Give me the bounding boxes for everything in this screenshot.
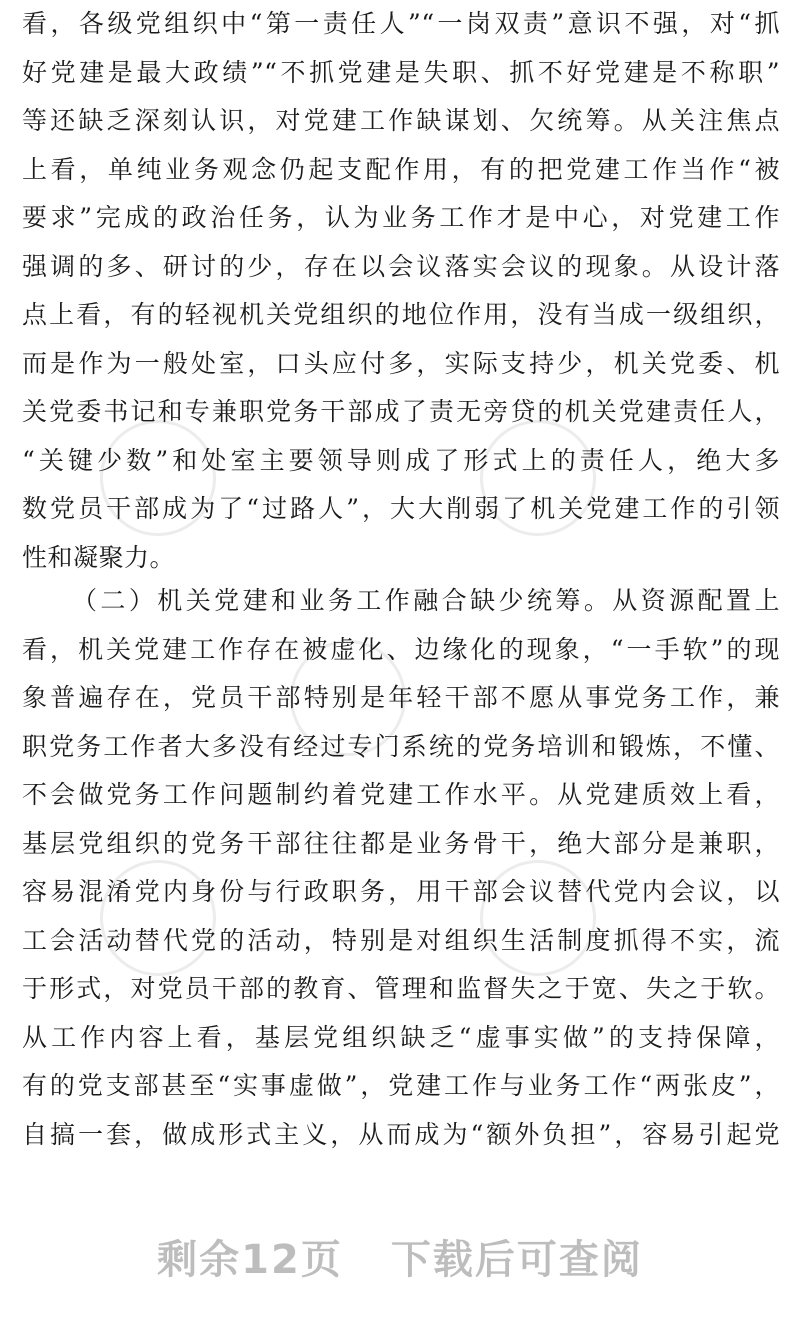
text-line: 职党务工作者大多没有经过专门系统的党务培训和锻炼，不懂、	[22, 731, 780, 761]
paragraph-section-two	[22, 577, 780, 1159]
text-line: 象普遍存在，党员干部特别是年轻干部不愿从事党务工作，兼	[22, 683, 780, 712]
text-line: 于形式，对党员干部的教育、管理和监督失之于宽、失之于软。	[22, 974, 780, 1003]
text-line: 不会做党务工作问题制约着党建工作水平。从党建质效上看，	[22, 780, 780, 809]
text-line: 上看，单纯业务观念仍起支配作用，有的把党建工作当作“被	[22, 154, 780, 184]
text-line: “关键少数”和处室主要领导则成了形式上的责任人，绝大多	[22, 445, 780, 475]
text-line: 性和凝聚力。	[22, 542, 176, 572]
text-line: 要求”完成的政治任务，认为业务工作才是中心，对党建工作	[22, 203, 780, 232]
download-banner[interactable]	[0, 1228, 800, 1285]
text-line: 自搞一套，做成形式主义，从而成为“额外负担”，容易引起党	[22, 1119, 780, 1149]
text-line: 好党建是最大政绩”“不抓党建是失职、抓不好党建是不称职”	[22, 57, 780, 87]
text-line: 有的党支部甚至“实事虚做”，党建工作与业务工作“两张皮”，	[22, 1071, 780, 1100]
download-hint-label: 下载后可查阅	[390, 1237, 643, 1283]
text-line: 看，各级党组织中“第一责任人”“一岗双责”意识不强，对“抓	[22, 9, 780, 38]
text-line: 从工作内容上看，基层党组织缺乏“虚事实做”的支持保障，	[22, 1022, 780, 1052]
remaining-pages-label: 剩余12页	[157, 1237, 343, 1283]
text-line: 关党委书记和专兼职党务干部成了责无旁贷的机关党建责任人，	[22, 397, 780, 426]
paragraph-continued	[22, 0, 780, 582]
text-line: 等还缺乏深刻认识，对党建工作缺谋划、欠统筹。从关注焦点	[22, 106, 780, 135]
text-line: 看，机关党建工作存在被虚化、边缘化的现象，“一手软”的现	[22, 634, 780, 664]
text-line: 而是作为一般处室，口头应付多，实际支持少，机关党委、机	[22, 348, 780, 378]
text-line: 基层党组织的党务干部往往都是业务骨干，绝大部分是兼职，	[22, 828, 780, 858]
text-line: 点上看，有的轻视机关党组织的地位作用，没有当成一级组织，	[22, 300, 780, 329]
text-line: 容易混淆党内身份与行政职务，用干部会议替代党内会议，以	[22, 877, 780, 906]
text-line: 工会活动替代党的活动，特别是对组织生活制度抓得不实，流	[22, 925, 780, 955]
text-line: 数党员干部成为了“过路人”，大大削弱了机关党建工作的引领	[22, 494, 780, 523]
section-heading-line: （二）机关党建和业务工作融合缺少统筹。从资源配置上	[72, 586, 780, 615]
text-line: 强调的多、研讨的少，存在以会议落实会议的现象。从设计落	[22, 251, 780, 281]
